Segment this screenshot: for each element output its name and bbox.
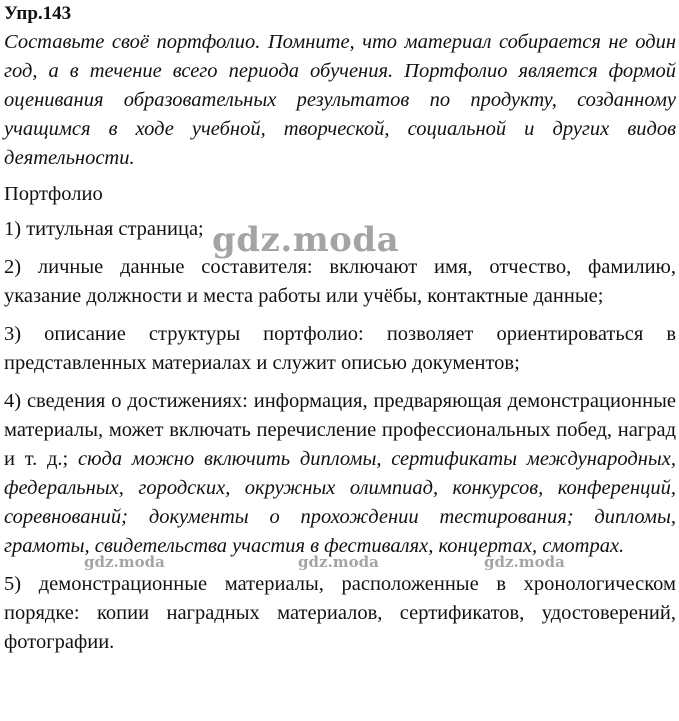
portfolio-item-2: [4, 253, 676, 311]
portfolio-item-text: 5) демонстрационные материалы, расположенные в хронологическом порядке: копии наградных материалов, сертификатов, удостоверений, фотографии.: [4, 573, 676, 653]
portfolio-item-text: 2) личные данные составителя: включают имя, отчество, фамилию, указание должности и места работы или учёбы, контактные данные;: [4, 256, 676, 307]
watermark-small-3: gdz.moda: [484, 553, 565, 571]
answer-heading: Портфолио: [4, 183, 103, 205]
portfolio-item-text: 3) описание структуры портфолио: позволяет ориентироваться в представленных материалах и служит описью документов;: [4, 323, 676, 374]
exercise-title: Упр.143: [4, 3, 72, 24]
exercise-task-text: Составьте своё портфолио. Помните, что материал собирается не один год, а в течение всего периода обучения. Портфолио является формой оценивания образовательных результатов по продукту, созданному учащимся в ходе учебной, творческой, социальной и других видов деятельности.: [4, 31, 676, 169]
portfolio-item-italic-text: сюда можно включить дипломы, сертификаты международных, федеральных, городских, окружных олимпиад, конкурсов, конференций, соревнований; документы о прохождении тестирования; дипломы, грамоты, свидетельства участия в фестивалях, концертах, смотрах.: [4, 448, 676, 557]
portfolio-item-5: [4, 570, 676, 657]
portfolio-item-3: [4, 320, 676, 378]
watermark-small-2: gdz.moda: [298, 553, 379, 571]
portfolio-item-text: 4) сведения о достижениях: информация, предваряющая демонстрационные материалы, может включать перечисление профессиональных побед, наград и т. д.;: [4, 390, 676, 470]
portfolio-item-4: [4, 387, 676, 561]
portfolio-item-text: 1) титульная страница;: [4, 218, 204, 240]
watermark-logo: gdz.moda: [212, 220, 400, 260]
watermark-small-1: gdz.moda: [84, 553, 165, 571]
